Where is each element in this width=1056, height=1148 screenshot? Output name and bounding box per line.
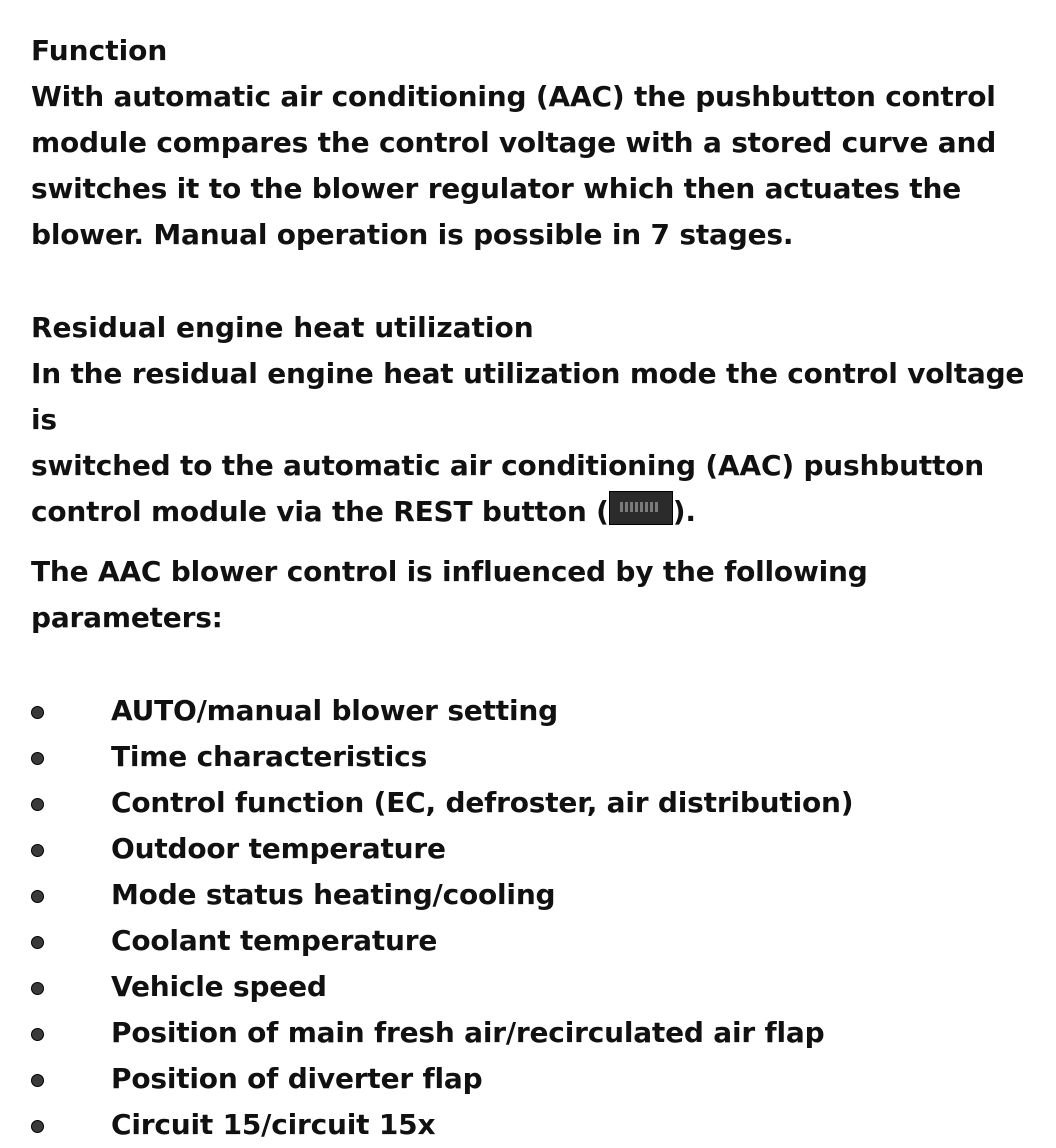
function-paragraph: [31, 74, 1036, 258]
bullet-icon: [31, 1120, 44, 1133]
list-item: [31, 1102, 1036, 1148]
bullet-icon: [31, 982, 44, 995]
list-item-text: Outdoor temperature: [111, 832, 446, 865]
list-item-text: Coolant temperature: [111, 924, 438, 957]
parameters-list: [31, 688, 1036, 1148]
bullet-icon: [31, 706, 44, 719]
residual-paragraph: [31, 351, 1036, 535]
rest-button-icon: [609, 491, 673, 525]
bullet-icon: [31, 844, 44, 857]
list-item: [31, 1010, 1036, 1056]
parameters-intro-line: parameters:: [31, 601, 223, 634]
bullet-icon: [31, 1074, 44, 1087]
list-item-text: Vehicle speed: [111, 970, 327, 1003]
function-line: switches it to the blower regulator which then actuates the: [31, 172, 962, 205]
document-page: [31, 28, 1036, 1148]
residual-line-end: ).: [672, 495, 696, 528]
parameters-intro-line: The AAC blower control is influenced by the following: [31, 555, 868, 588]
list-item: [31, 688, 1036, 734]
residual-line: [31, 489, 1036, 535]
list-item: [31, 826, 1036, 872]
bullet-icon: [31, 890, 44, 903]
list-item: [31, 1056, 1036, 1102]
residual-line: switched to the automatic air conditioning (AAC) pushbutton: [31, 449, 984, 482]
list-item: [31, 734, 1036, 780]
list-item-text: Position of diverter flap: [111, 1062, 483, 1095]
list-item: [31, 964, 1036, 1010]
residual-line: In the residual engine heat utilization mode the control voltage is: [31, 357, 1025, 436]
list-item: [31, 780, 1036, 826]
parameters-intro: [31, 549, 1036, 641]
list-item-text: Position of main fresh air/recirculated air flap: [111, 1016, 825, 1049]
list-item-text: Time characteristics: [111, 740, 428, 773]
function-line: module compares the control voltage with a stored curve and: [31, 126, 997, 159]
residual-line-start: control module via the REST button (: [31, 495, 609, 528]
bullet-icon: [31, 798, 44, 811]
list-item: [31, 872, 1036, 918]
bullet-icon: [31, 936, 44, 949]
residual-heading: Residual engine heat utilization: [31, 311, 534, 344]
bullet-icon: [31, 752, 44, 765]
function-heading: Function: [31, 34, 168, 67]
list-item-text: Control function (EC, defroster, air distribution): [111, 786, 854, 819]
list-item-text: AUTO/manual blower setting: [111, 694, 558, 727]
list-item-text: Mode status heating/cooling: [111, 878, 556, 911]
list-item-text: Circuit 15/circuit 15x: [111, 1108, 436, 1141]
function-line: With automatic air conditioning (AAC) the pushbutton control: [31, 80, 996, 113]
list-item: [31, 918, 1036, 964]
function-line: blower. Manual operation is possible in 7 stages.: [31, 218, 794, 251]
bullet-icon: [31, 1028, 44, 1041]
